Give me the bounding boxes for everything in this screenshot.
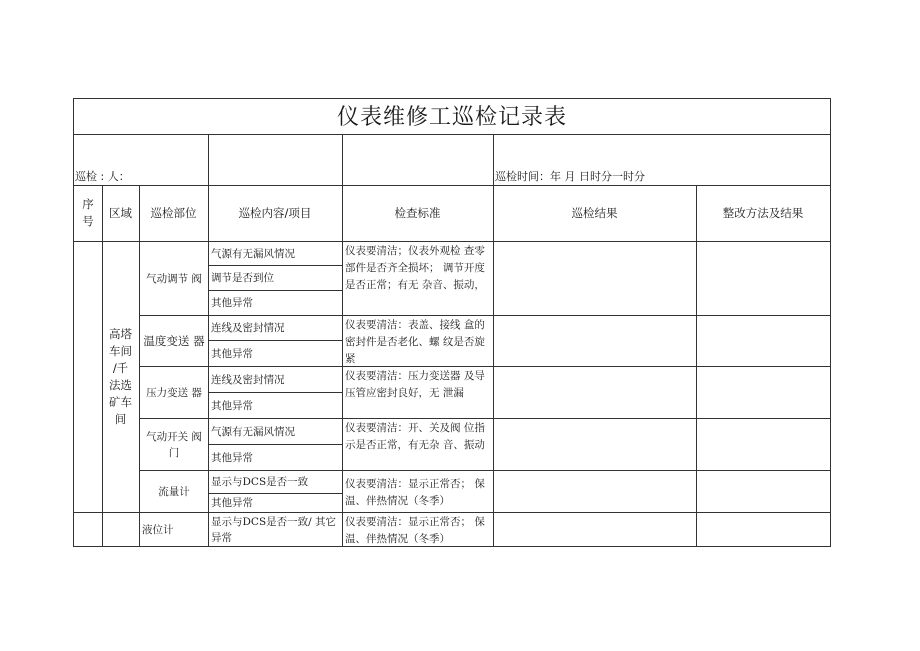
content-item: 气源有无漏风情况 [211, 247, 295, 260]
header-rectify: 整改方法及结果 [722, 206, 804, 220]
header-location: 巡检部位 [150, 206, 197, 220]
standard-cell: 仪表要清洁：开、关及阀 位指示是否正常，有无杂 音、振动 [345, 422, 485, 451]
content-item: 其他异常 [211, 497, 253, 509]
inspection-time-label: 巡检时间：年 月 日时分一时分 [495, 170, 645, 183]
content-item: 其他异常 [211, 451, 253, 464]
inspector-label: 巡检 : 人： [75, 170, 130, 183]
content-item: 调节是否到位 [211, 272, 274, 284]
content-item: 连线及密封情况 [211, 322, 285, 334]
standard-cell: 仪表要清洁；仪表外观检 查零部件是否齐全损坏； 调节开度是否正常；有无 杂音、振动， [345, 245, 485, 291]
location-cell: 流量计 [158, 485, 190, 498]
divider [342, 135, 343, 185]
area-cell: 高塔 车间 /千 法选 矿车 间 [109, 326, 132, 426]
standard-cell: 仪表要清洁：压力变送器 及导压管应密封良好，无 泄漏 [345, 370, 485, 399]
content-item: 显示与DCS是否一致/ 其它异常 [211, 516, 337, 544]
location-cell: 气动调节 阀 [146, 272, 202, 285]
header-content: 巡检内容/项目 [238, 206, 312, 220]
standard-cell: 仪表要清洁：显示正常否； 保温、伴热情况（冬季） [345, 478, 485, 507]
divider [493, 135, 494, 185]
header-seq: 序 号 [82, 197, 94, 228]
divider [208, 135, 209, 185]
content-item: 其他异常 [211, 347, 253, 360]
header-result: 巡检结果 [571, 206, 618, 220]
location-cell: 压力变送 器 [146, 386, 202, 399]
standard-cell: 仪表要清洁：显示正常否； 保温、伴热情况（冬季） [345, 516, 485, 545]
location-cell: 气动开关 阀 门 [146, 430, 202, 459]
sheet-title: 仪表维修工巡检记录表 [74, 99, 830, 135]
content-item: 显示与DCS是否一致 [211, 476, 309, 488]
header-standard: 检查标准 [394, 206, 441, 220]
header-area: 区域 [109, 206, 132, 220]
inspection-record-sheet [73, 98, 831, 547]
standard-cell: 仪表要清洁：表盖、接线 盒的密封件是否老化、螺 纹是否旋紧 [345, 319, 485, 365]
content-item: 其他异常 [211, 297, 253, 309]
content-item: 气源有无漏风情况 [211, 425, 295, 438]
content-item: 其他异常 [211, 399, 253, 412]
location-cell: 温度变送 器 [143, 334, 205, 348]
location-cell: 液位计 [142, 523, 174, 536]
content-item: 连线及密封情况 [211, 373, 285, 386]
